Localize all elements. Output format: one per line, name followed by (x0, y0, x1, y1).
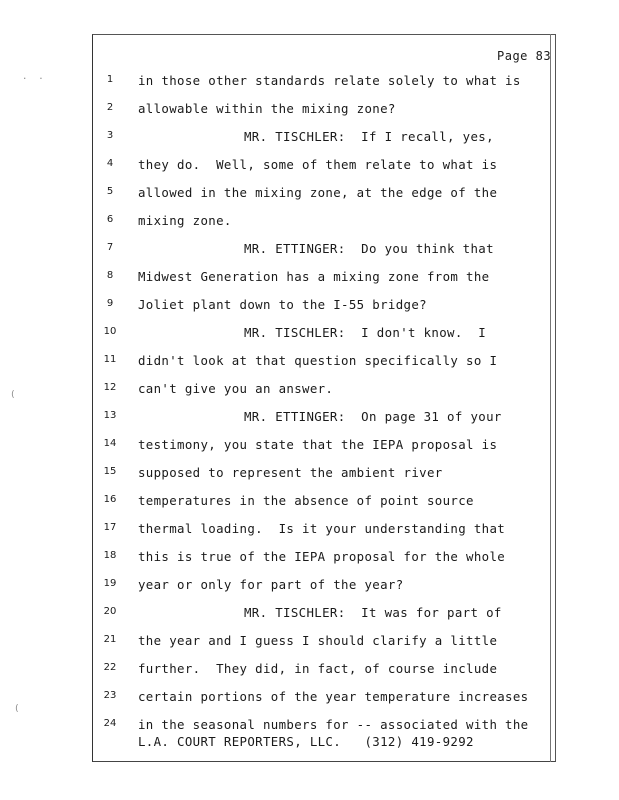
transcript-line: this is true of the IEPA proposal for the whole (138, 549, 506, 564)
line-number: 11 (103, 354, 117, 365)
transcript-line: temperatures in the absence of point source (138, 493, 474, 508)
line-number: 12 (103, 382, 117, 393)
line-number: 14 (103, 438, 117, 449)
line-number: 8 (106, 270, 114, 281)
transcript-line: mixing zone. (138, 213, 232, 228)
line-number: 19 (103, 578, 117, 589)
line-number: 15 (103, 466, 117, 477)
line-number: 3 (106, 130, 114, 141)
transcript-line: MR. TISCHLER: I don't know. I (244, 325, 487, 340)
line-number: 2 (106, 102, 114, 113)
line-number: 10 (103, 326, 117, 337)
margin-rule (550, 34, 551, 762)
transcript-line: thermal loading. Is it your understanding that (138, 521, 506, 536)
transcript-line: testimony, you state that the IEPA proposal is (138, 437, 498, 452)
scan-artifact: ( (14, 704, 20, 714)
scan-artifact: ( (10, 390, 16, 400)
scan-artifact: . . (22, 72, 44, 82)
transcript-line: certain portions of the year temperature increases (138, 689, 529, 704)
transcript-line: allowed in the mixing zone, at the edge of the (138, 185, 498, 200)
line-number: 9 (106, 298, 114, 309)
transcript-line: they do. Well, some of them relate to what is (138, 157, 498, 172)
line-number: 17 (103, 522, 117, 533)
transcript-line: can't give you an answer. (138, 381, 334, 396)
line-number: 23 (103, 690, 117, 701)
line-number: 16 (103, 494, 117, 505)
line-number: 4 (106, 158, 114, 169)
transcript-line: allowable within the mixing zone? (138, 101, 396, 116)
line-number: 5 (106, 186, 114, 197)
reporter-footer: L.A. COURT REPORTERS, LLC. (312) 419-9292 (138, 734, 474, 749)
line-number: 22 (103, 662, 117, 673)
line-number: 20 (103, 606, 117, 617)
line-number: 13 (103, 410, 117, 421)
transcript-line: Midwest Generation has a mixing zone from the (138, 269, 490, 284)
line-number: 24 (103, 718, 117, 729)
transcript-line: in those other standards relate solely to what is (138, 73, 521, 88)
line-number: 18 (103, 550, 117, 561)
transcript-line: didn't look at that question specifically so I (138, 353, 498, 368)
page-number: Page 83 (497, 49, 552, 63)
transcript-line: MR. ETTINGER: On page 31 of your (244, 409, 502, 424)
transcript-line: in the seasonal numbers for -- associated with the (138, 717, 529, 732)
line-number: 1 (106, 74, 114, 85)
line-number: 6 (106, 214, 114, 225)
transcript-line: Joliet plant down to the I-55 bridge? (138, 297, 427, 312)
transcript-line: further. They did, in fact, of course include (138, 661, 498, 676)
transcript-line: year or only for part of the year? (138, 577, 404, 592)
transcript-line: MR. ETTINGER: Do you think that (244, 241, 494, 256)
transcript-line: MR. TISCHLER: If I recall, yes, (244, 129, 494, 144)
transcript-line: MR. TISCHLER: It was for part of (244, 605, 502, 620)
line-number: 7 (106, 242, 114, 253)
transcript-line: the year and I guess I should clarify a little (138, 633, 498, 648)
line-number: 21 (103, 634, 117, 645)
transcript-line: supposed to represent the ambient river (138, 465, 443, 480)
